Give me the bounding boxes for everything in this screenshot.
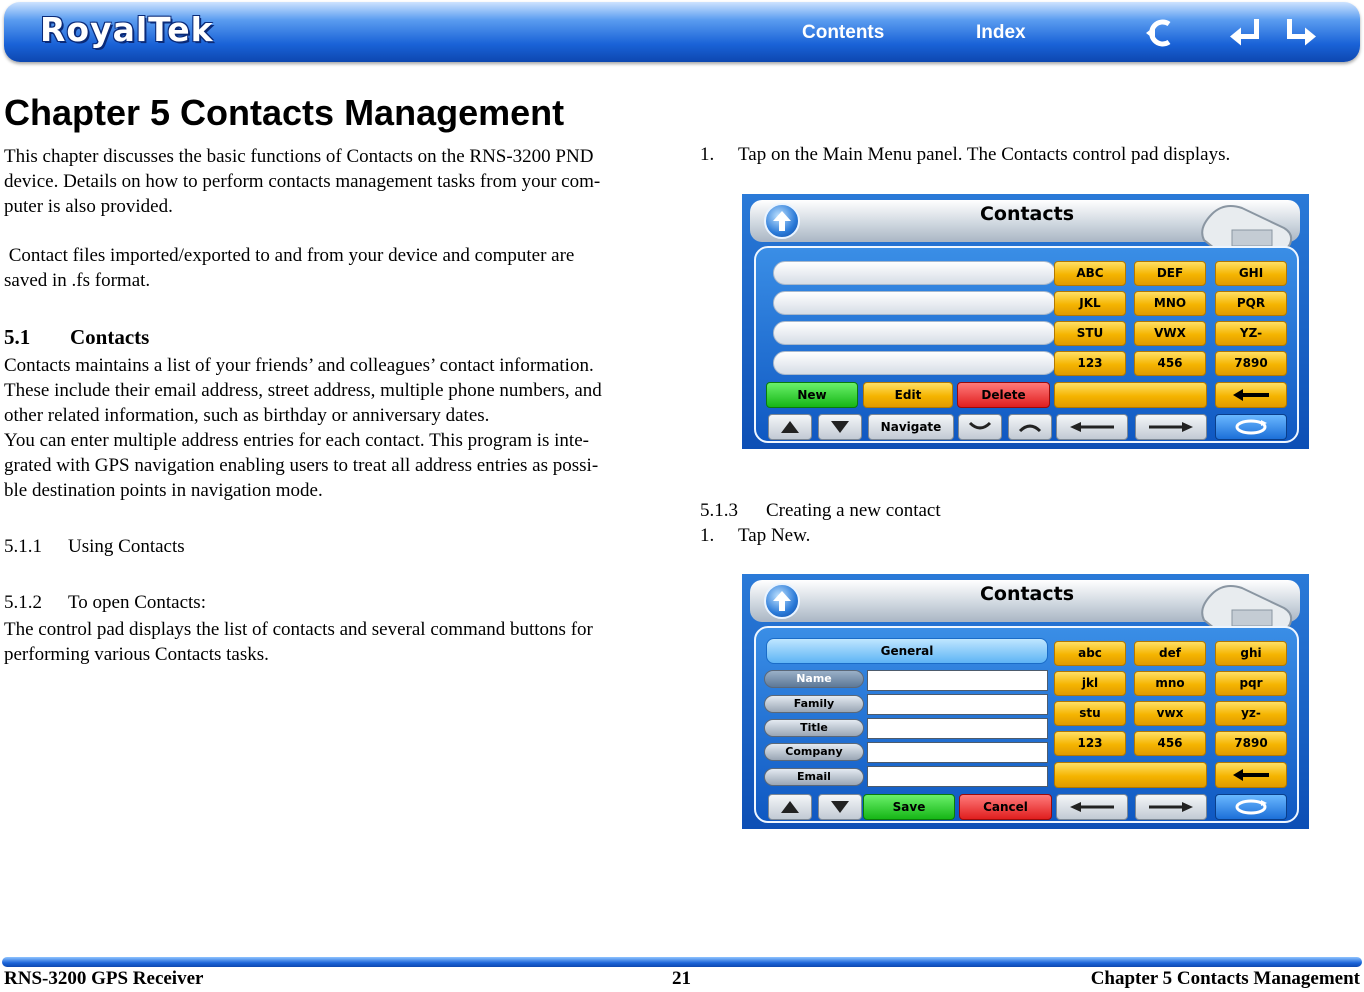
key-pqr: pqr — [1215, 671, 1287, 696]
section-number: 5.1 — [4, 325, 31, 349]
note-paragraph — [4, 243, 664, 293]
key-abc: ABC — [1054, 261, 1126, 286]
key-stu: STU — [1054, 321, 1126, 346]
contact-list-row — [773, 321, 1056, 345]
general-tab: General — [766, 638, 1048, 664]
footer-chapter: Chapter 5 Contacts Management — [1090, 968, 1360, 989]
key-jkl: jkl — [1054, 671, 1126, 696]
text-line: This chapter discusses the basic functions of Contacts on the RNS-3200 PND — [4, 146, 594, 167]
next-page-icon[interactable] — [1284, 16, 1318, 50]
key-pqr: PQR — [1215, 291, 1287, 316]
text-line: grated with GPS navigation enabling users to treat all address entries as possi- — [4, 455, 599, 476]
top-navigation-bar — [4, 2, 1360, 62]
subsection-number: 5.1.1 — [4, 536, 42, 557]
cancel-button: Cancel — [959, 794, 1052, 820]
scroll-down-icon — [818, 414, 862, 440]
contact-list-row — [773, 261, 1056, 285]
text-line: Contact files imported/exported to and from your device and computer are — [4, 245, 575, 266]
key-yz: yz- — [1215, 701, 1287, 726]
edit-button: Edit — [863, 382, 953, 408]
call-icon — [958, 414, 1002, 440]
key-ghi: ghi — [1215, 641, 1287, 666]
cursor-right-icon — [1135, 414, 1207, 440]
key-mno: mno — [1134, 671, 1206, 696]
step-number: 1. — [700, 144, 715, 165]
cursor-right-icon — [1135, 794, 1207, 820]
text-line: device. Details on how to perform contacts management tasks from your com- — [4, 171, 601, 192]
step-text: Tap New. — [738, 525, 811, 546]
field-label-title: Title — [764, 719, 864, 737]
key-vwx: vwx — [1134, 701, 1206, 726]
text-line: saved in .fs format. — [4, 270, 151, 291]
cursor-left-icon — [1056, 794, 1128, 820]
family-field — [867, 694, 1048, 715]
email-field — [867, 766, 1048, 787]
step-item — [700, 144, 1230, 166]
footer-product: RNS-3200 GPS Receiver — [4, 968, 204, 989]
key-456: 456 — [1134, 731, 1206, 756]
backspace-icon — [1215, 382, 1287, 408]
field-label-family: Family — [764, 695, 864, 713]
text-display — [1054, 382, 1207, 408]
section-heading — [4, 325, 149, 350]
contact-list-row — [773, 291, 1056, 315]
brand-logo: RoyalTek — [40, 10, 214, 49]
subsection-heading — [4, 536, 185, 558]
key-7890: 7890 — [1215, 351, 1287, 376]
section-paragraph — [4, 353, 664, 503]
page-number: 21 — [672, 968, 691, 989]
footer-rule — [2, 957, 1362, 967]
subsection-title: Creating a new contact — [766, 500, 941, 521]
index-link[interactable]: Index — [976, 22, 1026, 43]
contacts-list-screenshot — [742, 194, 1309, 449]
subsection-number: 5.1.3 — [700, 500, 738, 521]
text-display — [1054, 762, 1207, 788]
text-line: other related information, such as birthday or anniversary dates. — [4, 405, 490, 426]
subsection-title: To open Contacts: — [68, 592, 206, 613]
navigate-button: Navigate — [868, 414, 954, 440]
field-label-name: Name — [764, 670, 864, 688]
key-stu: stu — [1054, 701, 1126, 726]
text-line: ble destination points in navigation mode. — [4, 480, 323, 501]
company-field — [867, 742, 1048, 763]
title-field — [867, 718, 1048, 739]
contents-link[interactable]: Contents — [802, 22, 885, 43]
name-field — [867, 670, 1048, 691]
new-button: New — [766, 382, 858, 408]
field-label-email: Email — [764, 768, 864, 786]
key-7890: 7890 — [1215, 731, 1287, 756]
new-contact-screenshot — [742, 574, 1309, 829]
key-yz: YZ- — [1215, 321, 1287, 346]
screen-title: Contacts — [979, 203, 1075, 225]
text-line: puter is also provided. — [4, 196, 173, 217]
subsection-heading — [4, 592, 206, 614]
step-number: 1. — [700, 525, 715, 546]
key-123: 123 — [1054, 351, 1126, 376]
hangup-icon — [1008, 414, 1052, 440]
refresh-icon — [1215, 794, 1287, 820]
text-line: The control pad displays the list of contacts and several command buttons for — [4, 619, 593, 640]
chapter-title: Chapter 5 Contacts Management — [4, 92, 565, 133]
previous-page-icon[interactable] — [1228, 16, 1262, 50]
text-line: Contacts maintains a list of your friends’ and colleagues’ contact information. — [4, 355, 594, 376]
text-line: You can enter multiple address entries for each contact. This program is inte- — [4, 430, 589, 451]
back-arrow-icon[interactable] — [1141, 16, 1175, 50]
scroll-up-icon — [768, 794, 812, 820]
screen-title: Contacts — [979, 583, 1075, 605]
refresh-icon — [1215, 414, 1287, 440]
step-text: Tap on the Main Menu panel. The Contacts control pad displays. — [738, 144, 1231, 165]
key-vwx: VWX — [1134, 321, 1206, 346]
text-line: performing various Contacts tasks. — [4, 644, 269, 665]
key-123: 123 — [1054, 731, 1126, 756]
key-def: DEF — [1134, 261, 1206, 286]
cursor-left-icon — [1056, 414, 1128, 440]
screen-panel — [754, 246, 1299, 443]
backspace-icon — [1215, 762, 1287, 788]
key-ghi: GHI — [1215, 261, 1287, 286]
scroll-up-icon — [768, 414, 812, 440]
key-abc: abc — [1054, 641, 1126, 666]
intro-paragraph — [4, 144, 664, 219]
key-456: 456 — [1134, 351, 1206, 376]
save-button: Save — [863, 794, 955, 820]
step-item — [700, 525, 810, 547]
key-jkl: JKL — [1054, 291, 1126, 316]
field-label-company: Company — [764, 743, 864, 761]
text-line: These include their email address, street address, multiple phone numbers, and — [4, 380, 602, 401]
subsection-title: Using Contacts — [68, 536, 185, 557]
subsection-number: 5.1.2 — [4, 592, 42, 613]
key-def: def — [1134, 641, 1206, 666]
contact-list-row — [773, 351, 1056, 375]
subsection-heading — [700, 500, 941, 522]
section-title: Contacts — [70, 325, 150, 349]
delete-button: Delete — [957, 382, 1050, 408]
subsection-paragraph — [4, 617, 664, 667]
scroll-down-icon — [818, 794, 862, 820]
key-mno: MNO — [1134, 291, 1206, 316]
